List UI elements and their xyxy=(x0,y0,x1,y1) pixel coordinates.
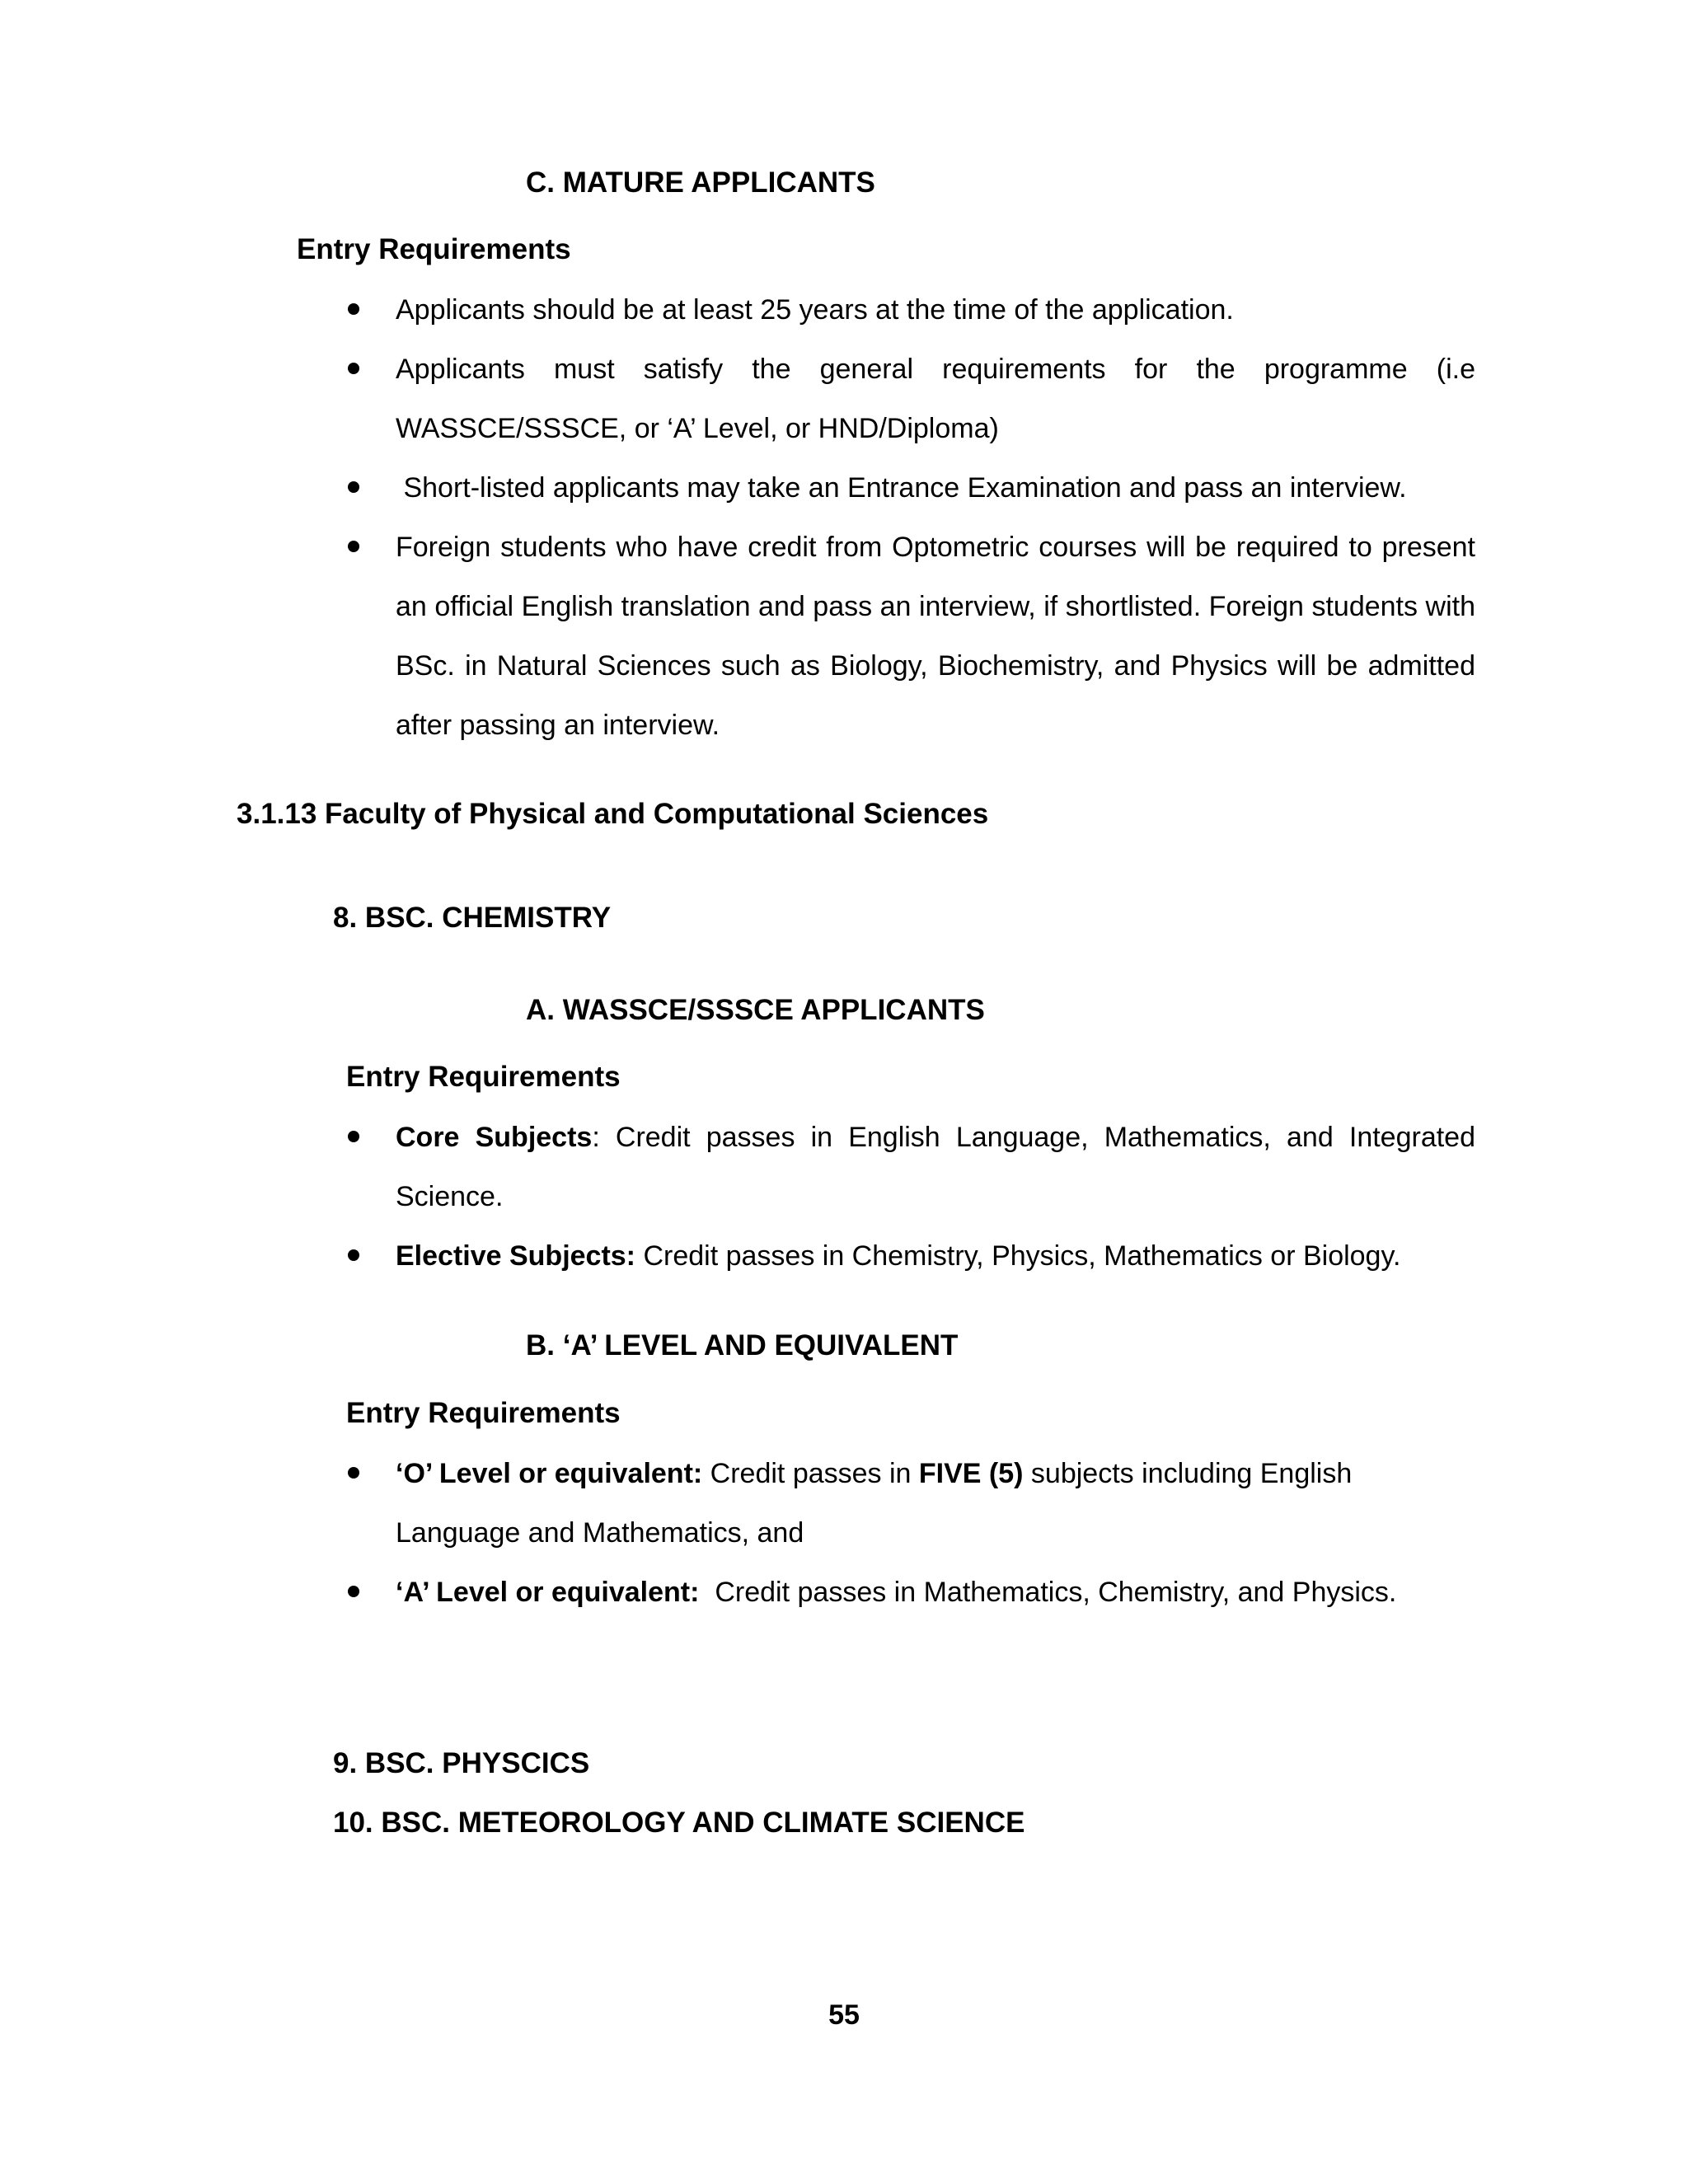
list-item: Core Subjects: Credit passes in English Language, Mathematics, and Integrated Science. xyxy=(346,1108,1475,1226)
wassce-requirements-list xyxy=(346,1108,1475,1286)
bullet-icon xyxy=(348,363,359,374)
section-c-heading: C. MATURE APPLICANTS xyxy=(526,166,875,199)
programme-heading-meteorology: 10. BSC. METEOROLOGY AND CLIMATE SCIENCE xyxy=(333,1807,1025,1839)
core-subjects-label: Core Subjects xyxy=(396,1122,593,1153)
entry-requirements-label: Entry Requirements xyxy=(346,1061,621,1093)
bullet-icon xyxy=(348,1467,359,1479)
list-item: ‘A’ Level or equivalent: Credit passes in Mathematics, Chemistry, and Physics. xyxy=(346,1563,1525,1622)
list-item: Applicants must satisfy the general requirements for the programme (i.e WASSCE/SSSCE, or ‘A’ Level, or HND/Diploma) xyxy=(346,340,1475,458)
programme-heading-physics: 9. BSC. PHYSCICS xyxy=(333,1747,590,1779)
list-item: Foreign students who have credit from Optometric courses will be required to present an official English translation and pass an interview, if shortlisted. Foreign students with BSc. in Natural Sciences such as Biology, Biochemistry, and Physics will be admitted after passing an interview. xyxy=(346,518,1475,755)
list-item: ‘O’ Level or equivalent: Credit passes in FIVE (5) subjects including English Language and Mathematics, and xyxy=(346,1444,1409,1563)
bullet-icon xyxy=(348,541,359,552)
elective-subjects-label: Elective Subjects: xyxy=(396,1240,636,1272)
bullet-icon xyxy=(348,1131,359,1142)
bullet-icon xyxy=(348,303,359,315)
bullet-icon xyxy=(348,1249,359,1261)
list-item: Applicants should be at least 25 years at the time of the application. xyxy=(346,280,1475,340)
page-number: 55 xyxy=(828,1999,860,2031)
section-b-heading: B. ‘A’ LEVEL AND EQUIVALENT xyxy=(526,1329,959,1361)
bullet-icon xyxy=(348,481,359,493)
entry-requirements-label: Entry Requirements xyxy=(346,1397,621,1429)
section-a-heading: A. WASSCE/SSSCE APPLICANTS xyxy=(526,994,985,1026)
entry-requirements-label: Entry Requirements xyxy=(297,233,571,265)
five-subjects-count: FIVE (5) xyxy=(918,1458,1024,1489)
faculty-heading: 3.1.13 Faculty of Physical and Computational Sciences xyxy=(237,798,989,830)
a-level-requirements-list xyxy=(346,1444,1409,1622)
list-item: Short-listed applicants may take an Entrance Examination and pass an interview. xyxy=(346,458,1475,518)
o-level-label: ‘O’ Level or equivalent: xyxy=(396,1458,703,1489)
a-level-label: ‘A’ Level or equivalent: xyxy=(396,1577,700,1608)
bullet-icon xyxy=(348,1586,359,1597)
list-item: Elective Subjects: Credit passes in Chemistry, Physics, Mathematics or Biology. xyxy=(346,1226,1475,1286)
programme-heading-chemistry: 8. BSC. CHEMISTRY xyxy=(333,902,612,934)
mature-requirements-list xyxy=(346,280,1475,755)
